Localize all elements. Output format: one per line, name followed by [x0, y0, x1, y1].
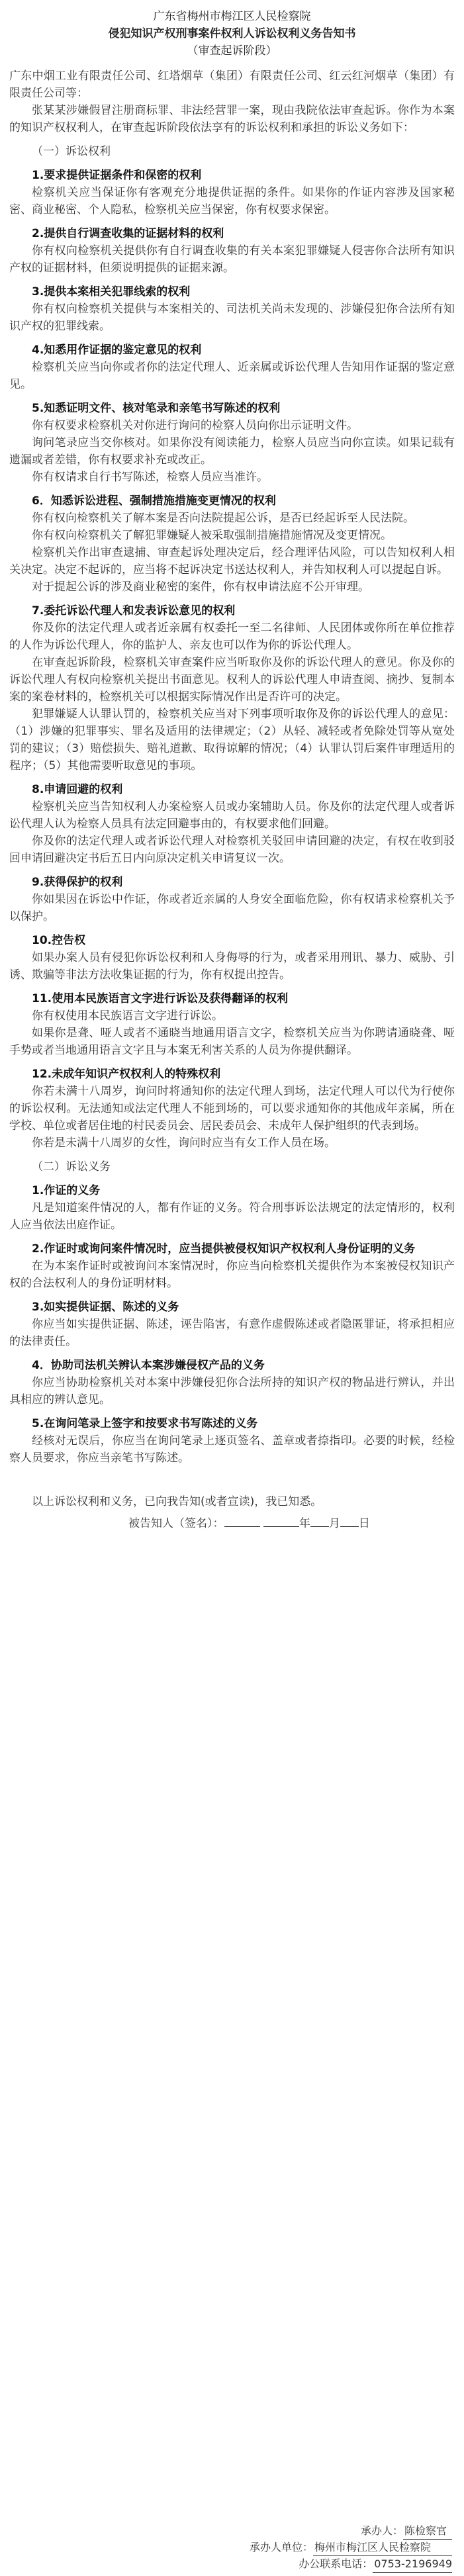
- rights-paragraph: 对于提起公诉的涉及商业秘密的案件，你有权申请法庭不公开审理。: [32, 580, 369, 594]
- rights-paragraph: 你有权向检察机关了解犯罪嫌疑人被采取强制措施措施情况及变更情况。: [32, 529, 392, 542]
- handler-label: 承办人：: [360, 2524, 403, 2537]
- duties-heading: 5.在询问笔录上签字和按要求书写陈述的义务: [32, 1417, 258, 1430]
- month-label: 月: [328, 1517, 340, 1530]
- sign-label: 被告知人（签名）：: [128, 1517, 224, 1530]
- addressee: 广东中烟工业有限责任公司、红塔烟草（集团）有限责任公司、红云红河烟草（集团）有限责任公司等：: [9, 69, 455, 100]
- rights-paragraph: 检察机关应当告知权利人办案检察人员或办案辅助人员。你及你的法定代理人或者诉讼代理人认为检察人员具有法定回避事由的，有权要求他们回避。: [9, 800, 455, 831]
- signature-block: [0, 2523, 464, 2573]
- duties-heading: 1.作证的义务: [32, 1184, 101, 1197]
- rights-heading: 12.未成年知识产权权利人的特殊权利: [32, 1068, 221, 1081]
- duties-heading: 4．协助司法机关辨认本案涉嫌侵权产品的义务: [32, 1359, 265, 1372]
- duties-list: [9, 1182, 455, 1467]
- tel-value: 0753-2196949: [373, 2556, 452, 2573]
- duties-paragraph: 凡是知道案件情况的人，都有作证的义务。符合刑事诉讼法规定的法定情形的，权利人应当依法出庭作证。: [9, 1201, 455, 1232]
- rights-heading: 8.申请回避的权利: [32, 783, 123, 796]
- rights-paragraph: 你若未满十八周岁，询问时将通知你的法定代理人到场，法定代理人可以代为行使你的诉讼权利。无法通知或法定代理人不能到场的，可以要求通知你的其他成年亲属，所在学校、单位或者居住地的村民委员会、居民委员会、未成年人保护组织的代表到场。: [9, 1085, 455, 1132]
- org-label: 承办人单位：: [249, 2541, 313, 2553]
- rights-paragraph: 如果办案人员有侵犯你诉讼权利和人身侮辱的行为，或者采用刑讯、暴力、威胁、引诱、欺骗等非法方法收集证据的行为，你有权提出控告。: [9, 951, 455, 982]
- year-label: 年: [299, 1517, 310, 1530]
- org-line: [0, 2540, 452, 2556]
- month-blank: [310, 1514, 329, 1527]
- tel-label: 办公联系电话：: [299, 2557, 373, 2570]
- rights-paragraph: 你有权请求自行书写陈述，检察人员应当准许。: [32, 471, 268, 484]
- rights-paragraph: 你有权使用本民族语言文字进行诉讼。: [32, 1009, 223, 1023]
- rights-paragraph: 你及你的法定代理人或者诉讼代理人对检察机关驳回申请回避的决定，有权在收到驳回申请回避决定书后五日内向原决定机关申请复议一次。: [9, 835, 455, 865]
- duties-paragraph: 在为本案作证时或被询问本案情况时，你应当向检察机关提供作为本案被侵权知识产权的合法权利人的身份证明材料。: [9, 1260, 455, 1290]
- rights-paragraph: 你有权向检察机关提供你有自行调查收集的有关本案犯罪嫌疑人侵害你合法所有知识产权的证据材料，但须说明提供的证据来源。: [9, 244, 455, 275]
- rights-paragraph: 检察机关应当保证你有客观充分地提供证据的条件。如果你的作证内容涉及国家秘密、商业秘密、个人隐私，检察机关应当保密，你有权要求保密。: [9, 186, 455, 216]
- day-label: 日: [358, 1517, 370, 1530]
- rights-heading: 2.提供自行调查收集的证据材料的权利: [32, 227, 224, 240]
- tel-line: [0, 2556, 452, 2573]
- handler-value: 陈检察官: [403, 2523, 452, 2540]
- rights-paragraph: 你有权要求检察机关对你进行询问的检察人员向你出示证明文件。: [32, 419, 358, 432]
- rights-paragraph: 检察机关作出审查逮捕、审查起诉处理决定后，经合理评估风险，可以告知权利人相关决定。决定不起诉的，应当将不起诉决定书送达权利人，并告知权利人可以提起自诉。: [9, 546, 455, 576]
- rights-paragraph: 如果你是聋、哑人或者不通晓当地通用语言文字，检察机关应当为你聘请通晓聋、哑手势或者当地通用语言文字且与本案无利害关系的人员为你提供翻译。: [9, 1027, 455, 1057]
- document-title: 侵犯知识产权刑事案件权利人诉讼权利义务告知书: [108, 27, 356, 40]
- duties-paragraph: 经核对无误后，你应当在询问笔录上逐页签名、盖章或者捺指印。必要的时候，经检察人员要求，你应当亲笔书写陈述。: [9, 1434, 455, 1465]
- duties-paragraph: 你应当如实提供证据、陈述，诬告陷害，有意作虚假陈述或者隐匿罪证，将承担相应的法律责任。: [9, 1318, 455, 1348]
- rights-paragraph: 在审查起诉阶段，检察机关审查案件应当听取你及你的诉讼代理人的意见。你及你的诉讼代理人有权向检察机关提出书面意见。权利人的诉讼代理人申请查阅、摘抄、复制本案的案卷材料的，检察机关可以根据实际情况作出是否许可的决定。: [9, 656, 455, 704]
- rights-heading: 3.提供本案相关犯罪线索的权利: [32, 285, 191, 299]
- rights-paragraph: 你有权向检察机关了解本案是否向法院提起公诉，是否已经起诉至人民法院。: [32, 512, 414, 525]
- duties-heading: 3.如实提供证据、陈述的义务: [32, 1301, 179, 1314]
- rights-heading: 11.使用本民族语言文字进行诉讼及获得翻译的权利: [32, 992, 289, 1005]
- rights-paragraph: 询问笔录应当交你核对。如果你没有阅读能力，检察人员应当向你宣读。如果记载有遗漏或者差错，你有权要求补充或改正。: [9, 436, 455, 467]
- rights-heading: 9.获得保护的权利: [32, 876, 123, 889]
- rights-paragraph: 你有权向检察机关提供与本案相关的、司法机关尚未发现的、涉嫌侵犯你合法所有知识产权的犯罪线索。: [9, 302, 455, 333]
- rights-heading: 4.知悉用作证据的鉴定意见的权利: [32, 344, 202, 357]
- rights-heading: 6．知悉诉讼进程、强制措施措施变更情况的权利: [32, 494, 276, 508]
- sign-blank: [224, 1514, 260, 1527]
- procedure-stage: （审查起诉阶段）: [187, 44, 277, 58]
- rights-paragraph: 你及你的法定代理人或者近亲属有权委托一至二名律师、人民团体或你所在单位推荐的人作为诉讼代理人，你的监护人、亲友也可以作为你的诉讼代理人。: [9, 621, 455, 652]
- handler-line: [0, 2523, 452, 2540]
- rights-paragraph: 你如果因在诉讼中作证，你或者近亲属的人身安全面临危险，你有权请求检察机关予以保护。: [9, 893, 455, 923]
- rights-list: [9, 167, 455, 1152]
- duties-heading: 2.作证时或询问案件情况时，应当提供被侵权知识产权权利人身份证明的义务: [32, 1242, 416, 1256]
- org-value: 梅州市梅江区人民检察院: [313, 2540, 452, 2556]
- rights-heading: 1.要求提供证据条件和保密的权利: [32, 169, 202, 182]
- rights-paragraph: 你若是未满十八周岁的女性，询问时应当有女工作人员在场。: [32, 1136, 336, 1150]
- acknowledgement-block: [9, 1493, 455, 1532]
- rights-heading: 10.控告权: [32, 934, 86, 947]
- duties-section-title: （二）诉讼义务: [32, 1160, 111, 1173]
- acknowledgement-text: 以上诉讼权利和义务，已向我告知(或者宣读)，我已知悉。: [32, 1495, 322, 1508]
- rights-heading: 7.委托诉讼代理人和发表诉讼意见的权利: [32, 604, 236, 618]
- rights-paragraph: 犯罪嫌疑人认罪认罚的，检察机关应当对下列事项听取你及你的诉讼代理人的意见：（1）涉嫌的犯罪事实、罪名及适用的法律规定；（2）从轻、减轻或者免除处罚等从宽处罚的建议；（3）赔偿损失、赔礼道歉、取得谅解的情况；（4）认罪认罚后案件审理适用的程序；（5）其他需要听取意见的事项。: [9, 708, 455, 772]
- duties-paragraph: 你应当协助检察机关对本案中涉嫌侵犯你合法所持的知识产权的物品进行辨认，并出具相应的辨认意见。: [9, 1376, 455, 1406]
- day-blank: [340, 1514, 359, 1527]
- rights-section-title: （一）诉讼权利: [32, 145, 111, 158]
- rights-heading: 5.知悉证明文件、核对笔录和亲笔书写陈述的权利: [32, 402, 281, 415]
- intro-paragraph: 张某某涉嫌假冒注册商标罪、非法经营罪一案，现由我院依法审查起诉。你作为本案的知识产权权利人，在审查起诉阶段依法享有的诉讼权利和承担的诉讼义务如下：: [9, 104, 455, 134]
- rights-paragraph: 检察机关应当向你或者你的法定代理人、近亲属或诉讼代理人告知用作证据的鉴定意见。: [9, 361, 455, 391]
- year-blank: [263, 1514, 299, 1527]
- procuratorate-name: 广东省梅州市梅江区人民检察院: [153, 10, 311, 23]
- signature-line: [9, 1514, 455, 1532]
